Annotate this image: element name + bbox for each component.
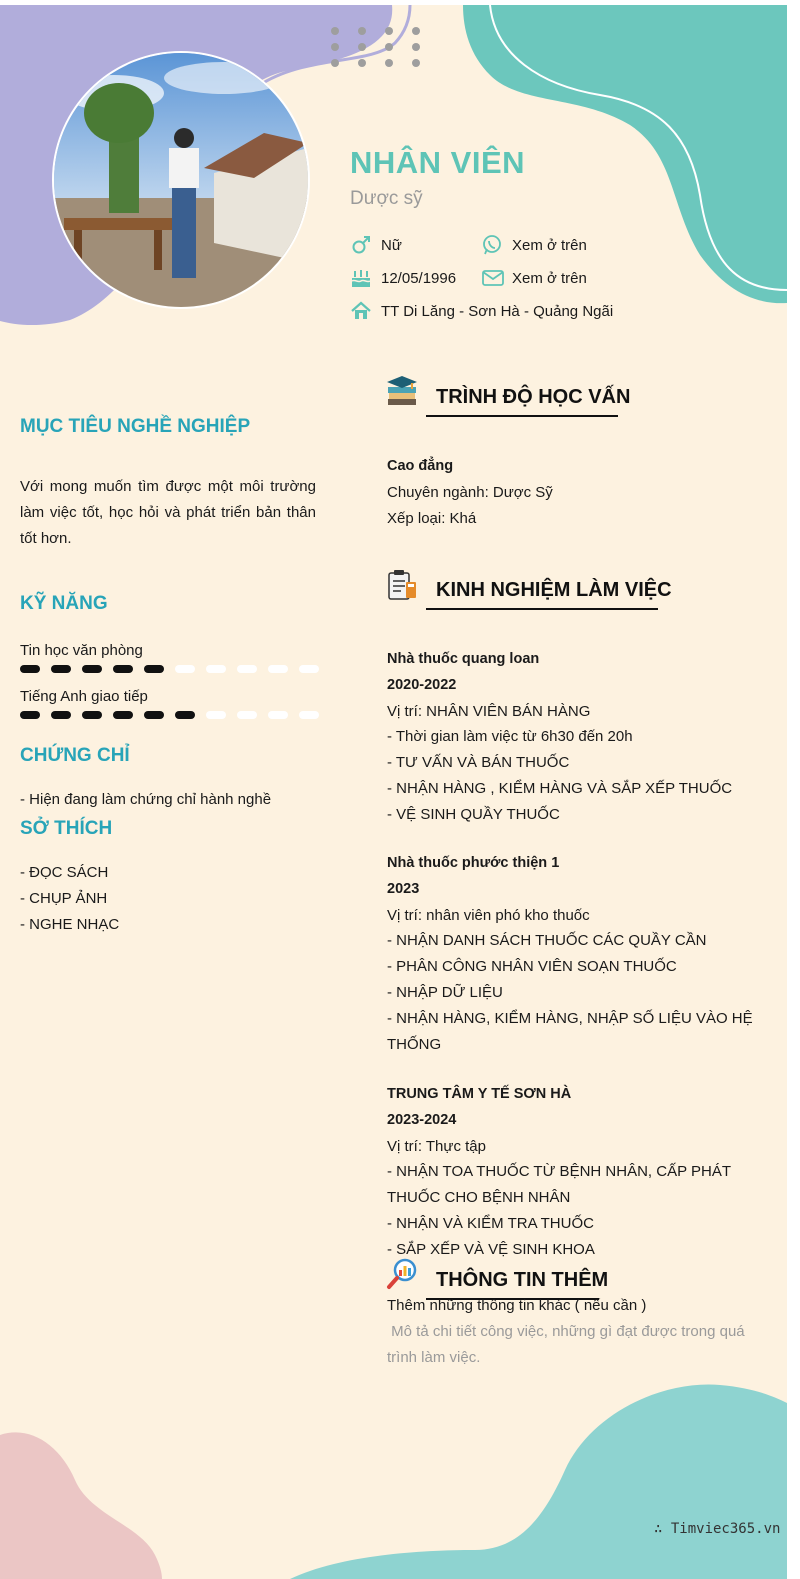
job-block — [387, 851, 772, 1057]
heading-underline — [426, 415, 618, 417]
skill-dot-empty — [268, 711, 288, 719]
skill-dot-empty — [175, 665, 195, 673]
skill-dot-filled — [113, 711, 133, 719]
extra-description: Mô tả chi tiết công việc, những gì đạt được trong quá trình làm việc. — [387, 1322, 749, 1366]
objective-text: Với mong muốn tìm được một môi trường làm việc tốt, học hỏi và phát triển bản thân tốt hơn. — [20, 478, 316, 547]
education-major: Chuyên ngành: Dược Sỹ — [387, 483, 553, 501]
skill-dot-filled — [144, 711, 164, 719]
job-line: - NHẬP DỮ LIỆU — [387, 983, 503, 1001]
skill-dot-filled — [51, 711, 71, 719]
skill-rating — [20, 662, 320, 676]
hobby-item: - ĐỌC SÁCH — [20, 864, 109, 881]
brand-watermark: ∴ Timviec365.vn — [654, 1521, 781, 1537]
job-line: - PHÂN CÔNG NHÂN VIÊN SOẠN THUỐC — [387, 958, 677, 976]
job-line: Vị trí: NHÂN VIÊN BÁN HÀNG — [387, 702, 591, 720]
job-line: - SẮP XẾP VÀ VỆ SINH KHOA — [387, 1240, 595, 1258]
skill-dot-empty — [237, 711, 257, 719]
certificate-text: - Hiện đang làm chứng chỉ hành nghề — [20, 791, 272, 808]
email-value: Xem ở trên — [512, 270, 587, 287]
gender-value: Nữ — [381, 237, 402, 254]
extra-block — [387, 1293, 772, 1370]
pink-blob — [0, 1432, 162, 1579]
birthday-value: 12/05/1996 — [381, 270, 457, 287]
hobby-item: - CHỤP ẢNH — [20, 890, 108, 907]
skill-dot-empty — [299, 711, 319, 719]
skill-rating — [20, 708, 320, 722]
job-line: Vị trí: nhân viên phó kho thuốc — [387, 906, 590, 924]
job-line: - VỆ SINH QUẦY THUỐC — [387, 805, 560, 823]
extra-line: Thêm những thông tin khác ( nếu cần ) — [387, 1297, 647, 1314]
profile-photo — [52, 51, 310, 309]
candidate-title: Dược sỹ — [350, 188, 423, 209]
education-block — [387, 454, 772, 531]
skill-name: Tiếng Anh giao tiếp — [20, 688, 148, 705]
skill-dot-empty — [206, 665, 226, 673]
skill-dot-filled — [113, 665, 133, 673]
job-line: - NHẬN VÀ KIỂM TRA THUỐC — [387, 1214, 594, 1232]
skill-name: Tin học văn phòng — [20, 642, 143, 659]
hobby-heading: SỞ THÍCH — [20, 818, 113, 839]
experience-heading: KINH NGHIỆM LÀM VIỆC — [436, 579, 672, 601]
skill-dot-empty — [268, 665, 288, 673]
photo-illustration — [54, 53, 308, 307]
hobby-item: - NGHE NHẠC — [20, 916, 120, 933]
education-degree: Cao đẳng — [387, 458, 454, 474]
extra-heading: THÔNG TIN THÊM — [436, 1269, 609, 1291]
job-period: 2023-2024 — [387, 1111, 457, 1128]
job-line: Vị trí: Thực tập — [387, 1137, 486, 1155]
skill-dot-filled — [144, 665, 164, 673]
skills-heading: KỸ NĂNG — [20, 593, 108, 614]
skill-dot-filled — [20, 711, 40, 719]
skill-dot-filled — [20, 665, 40, 673]
education-grade: Xếp loại: Khá — [387, 509, 477, 527]
teal-blob-bottom — [290, 1385, 787, 1579]
phone-icon — [481, 234, 503, 256]
job-company: Nhà thuốc quang loan — [387, 651, 540, 667]
home-icon — [350, 300, 372, 322]
job-line: - TƯ VẤN VÀ BÁN THUỐC — [387, 754, 570, 772]
skill-dot-filled — [175, 711, 195, 719]
experience-icon — [386, 568, 418, 602]
job-block — [387, 1082, 772, 1263]
skill-dot-empty — [206, 711, 226, 719]
chart-magnifier-icon — [386, 1258, 418, 1290]
objective-heading: MỤC TIÊU NGHỀ NGHIỆP — [20, 416, 251, 437]
job-period: 2020-2022 — [387, 676, 457, 693]
job-line: - NHẬN DANH SÁCH THUỐC CÁC QUẦY CẦN — [387, 932, 707, 950]
phone-value: Xem ở trên — [512, 237, 587, 254]
skill-dot-empty — [299, 665, 319, 673]
address-value: TT Di Lăng - Sơn Hà - Quảng Ngãi — [381, 303, 614, 320]
certificate-heading: CHỨNG CHỈ — [20, 745, 130, 766]
job-line: - NHẬN HÀNG , KIỂM HÀNG VÀ SẮP XẾP THUỐC — [387, 779, 733, 797]
skill-dot-filled — [82, 711, 102, 719]
cv-page — [0, 5, 787, 1579]
job-line: - NHẬN TOA THUỐC TỪ BỆNH NHÂN, CẤP PHÁT THUỐC CHO BỆNH NHÂN — [387, 1163, 731, 1207]
job-company: TRUNG TÂM Y TẾ SƠN HÀ — [387, 1086, 572, 1102]
skill-dot-empty — [237, 665, 257, 673]
job-block — [387, 647, 772, 828]
skill-dot-filled — [82, 665, 102, 673]
job-line: - NHẬN HÀNG, KIỂM HÀNG, NHẬP SỐ LIỆU VÀO HỆ THỐNG — [387, 1009, 753, 1053]
mail-icon — [481, 267, 505, 289]
gender-icon — [350, 234, 372, 256]
education-heading: TRÌNH ĐỘ HỌC VẤN — [436, 386, 631, 408]
skill-dot-filled — [51, 665, 71, 673]
cake-icon — [350, 267, 372, 289]
heading-underline — [426, 608, 658, 610]
job-company: Nhà thuốc phước thiện 1 — [387, 855, 560, 871]
education-icon — [386, 375, 418, 409]
job-period: 2023 — [387, 880, 420, 897]
job-line: - Thời gian làm việc từ 6h30 đến 20h — [387, 728, 633, 746]
candidate-name: NHÂN VIÊN — [350, 145, 526, 180]
